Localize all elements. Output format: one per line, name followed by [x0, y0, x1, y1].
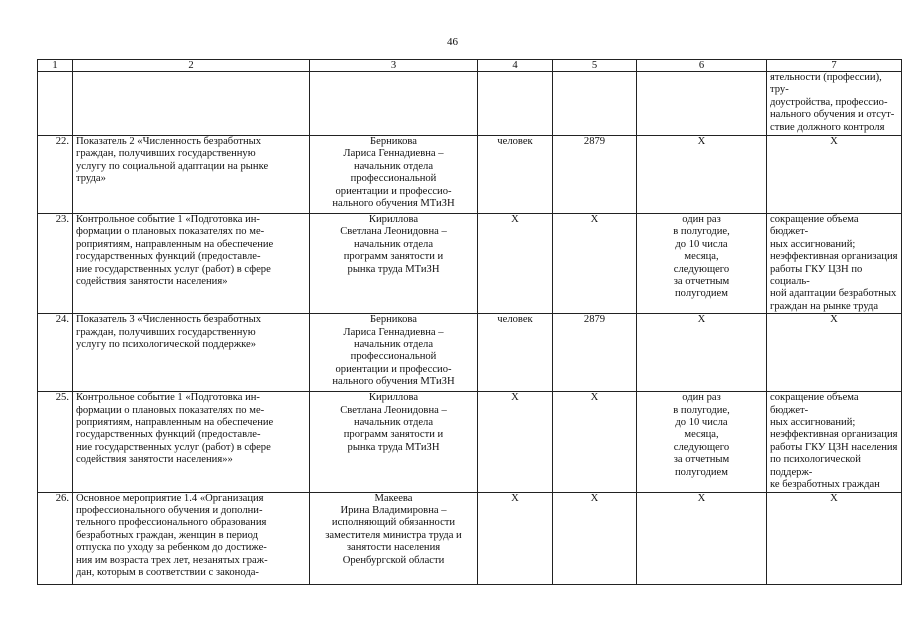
- row-responsible: Кириллова Светлана Леонидовна – начальник отдела программ занятости и рынка труда МТиЗН: [310, 392, 478, 492]
- table-row: [38, 492, 902, 584]
- row-risk: Х: [767, 136, 902, 214]
- header-cell-3: 3: [310, 60, 478, 72]
- row-unit: человек: [478, 314, 553, 392]
- row-unit: Х: [478, 214, 553, 314]
- row-responsible: Макеева Ирина Владимировна – исполняющий обязанности заместителя министра труда и занятости населения Оренбургской области: [310, 492, 478, 584]
- row-number: 24.: [38, 314, 73, 392]
- row-period: один раз в полугодие, до 10 числа месяца, следующего за отчетным полугодием: [637, 214, 767, 314]
- row-unit: Х: [478, 392, 553, 492]
- row-value: Х: [553, 492, 637, 584]
- continuation-row: [38, 72, 902, 136]
- row-value: Х: [553, 214, 637, 314]
- row-name: Основное мероприятие 1.4 «Организация профессионального обучения и дополни- тельного профессионального образования безработных граждан, женщин в период отпуска по уходу за ребенком до достиже- ния им возраста трех лет, незанятых граж- дан, которым в соответствии с законода-: [73, 492, 310, 584]
- row-name: Контрольное событие 1 «Подготовка ин- формации о плановых показателях по ме- роприятиям, направленным на обеспечение государственных функций (предоставле- ние государственных услуг (работ) в сфере содействия занятости населения»»: [73, 392, 310, 492]
- page-number: 46: [447, 36, 458, 48]
- row-risk: сокращение объема бюджет- ных ассигнований; неэффективная организация работы ГКУ ЦЗН по социаль- ной адаптации безработных граждан на рынке труда: [767, 214, 902, 314]
- row-name: Показатель 2 «Численность безработных граждан, получивших государственную услугу по социальной адаптации на рынке труда»: [73, 136, 310, 214]
- row-unit: Х: [478, 492, 553, 584]
- row-unit: человек: [478, 136, 553, 214]
- continuation-risk-text: ятельности (профессии), тру- доустройства, профессио- нального обучения и отсут- ствие должного контроля: [767, 72, 902, 136]
- empty-cell: [38, 72, 73, 136]
- empty-cell: [73, 72, 310, 136]
- row-responsible: Кириллова Светлана Леонидовна – начальник отдела программ занятости и рынка труда МТиЗН: [310, 214, 478, 314]
- row-risk: Х: [767, 314, 902, 392]
- row-number: 25.: [38, 392, 73, 492]
- row-responsible: Берникова Лариса Геннадиевна – начальник отдела профессиональной ориентации и профессио- нального обучения МТиЗН: [310, 136, 478, 214]
- empty-cell: [478, 72, 553, 136]
- program-table: [37, 59, 902, 585]
- table-header-row: [38, 60, 902, 72]
- row-period: Х: [637, 136, 767, 214]
- row-risk: сокращение объема бюджет- ных ассигнований; неэффективная организация работы ГКУ ЦЗН населения по психологической поддерж- ке безработных граждан: [767, 392, 902, 492]
- header-cell-5: 5: [553, 60, 637, 72]
- row-period: Х: [637, 314, 767, 392]
- row-value: Х: [553, 392, 637, 492]
- table-row: [38, 136, 902, 214]
- empty-cell: [637, 72, 767, 136]
- header-cell-1: 1: [38, 60, 73, 72]
- row-value: 2879: [553, 136, 637, 214]
- empty-cell: [310, 72, 478, 136]
- header-cell-4: 4: [478, 60, 553, 72]
- row-responsible: Берникова Лариса Геннадиевна – начальник отдела профессиональной ориентации и профессио- нального обучения МТиЗН: [310, 314, 478, 392]
- row-risk: Х: [767, 492, 902, 584]
- row-period: один раз в полугодие, до 10 числа месяца, следующего за отчетным полугодием: [637, 392, 767, 492]
- row-number: 23.: [38, 214, 73, 314]
- row-name: Контрольное событие 1 «Подготовка ин- формации о плановых показателях по ме- роприятиям, направленным на обеспечение государственных функций (предоставле- ние государственных услуг (работ) в сфере содействия занятости населения»: [73, 214, 310, 314]
- row-name: Показатель 3 «Численность безработных граждан, получивших государственную услугу по психологической поддержке»: [73, 314, 310, 392]
- table-row: [38, 314, 902, 392]
- header-cell-7: 7: [767, 60, 902, 72]
- header-cell-6: 6: [637, 60, 767, 72]
- row-number: 22.: [38, 136, 73, 214]
- table-row: [38, 214, 902, 314]
- header-cell-2: 2: [73, 60, 310, 72]
- row-number: 26.: [38, 492, 73, 584]
- table-row: [38, 392, 902, 492]
- row-period: Х: [637, 492, 767, 584]
- empty-cell: [553, 72, 637, 136]
- row-value: 2879: [553, 314, 637, 392]
